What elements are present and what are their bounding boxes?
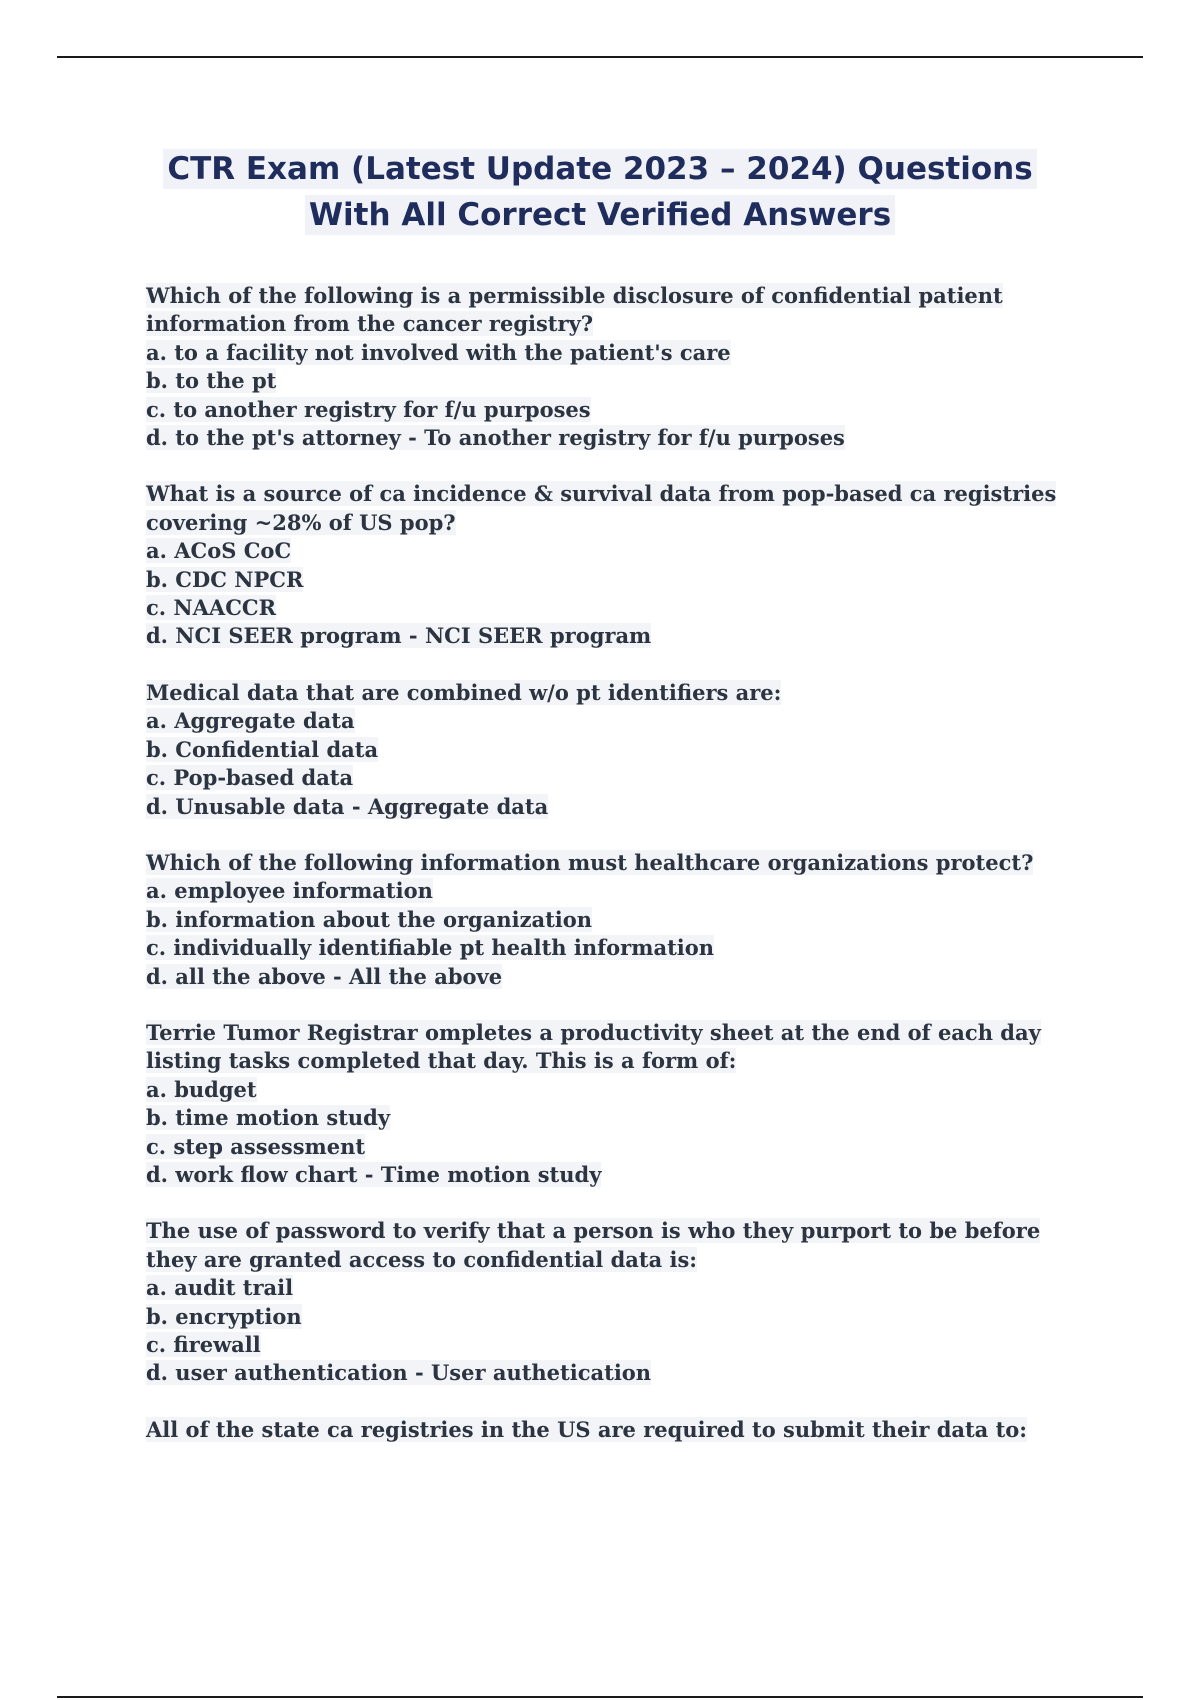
option-b: b. encryption: [146, 1303, 302, 1329]
question-2: [146, 480, 1096, 650]
option-d-with-answer: d. work flow chart - Time motion study: [146, 1161, 602, 1187]
page-title: [0, 146, 1200, 238]
question-1: [146, 282, 1096, 452]
question-4: [146, 849, 1096, 991]
question-list: [146, 282, 1096, 1472]
option-b: b. to the pt: [146, 368, 277, 394]
option-d-with-answer: d. NCI SEER program - NCI SEER program: [146, 623, 652, 649]
question-7: [146, 1416, 1096, 1444]
option-d-with-answer: d. to the pt's attorney - To another registry for f/u purposes: [146, 425, 845, 451]
option-c: c. to another registry for f/u purposes: [146, 396, 591, 422]
question-text: What is a source of ca incidence & survival data from pop-based ca registries covering ~28% of US pop?: [146, 481, 1057, 535]
question-6: [146, 1217, 1096, 1387]
option-b: b. information about the organization: [146, 906, 593, 932]
option-a: a. audit trail: [146, 1275, 294, 1301]
title-line-2: With All Correct Verified Answers: [305, 195, 895, 235]
option-a: a. to a facility not involved with the patient's care: [146, 339, 731, 365]
question-text: Which of the following information must healthcare organizations protect?: [146, 849, 1034, 875]
option-c: c. step assessment: [146, 1133, 366, 1159]
title-line-1: CTR Exam (Latest Update 2023 – 2024) Questions: [163, 149, 1036, 189]
option-c: c. individually identifiable pt health information: [146, 935, 715, 961]
option-b: b. time motion study: [146, 1105, 391, 1131]
option-b: b. Confidential data: [146, 736, 379, 762]
question-3: [146, 679, 1096, 821]
bottom-rule: [57, 1696, 1143, 1698]
option-a: a. Aggregate data: [146, 708, 355, 734]
option-a: a. ACoS CoC: [146, 538, 292, 564]
option-a: a. employee information: [146, 878, 433, 904]
option-a: a. budget: [146, 1076, 257, 1102]
option-b: b. CDC NPCR: [146, 566, 304, 592]
question-text: Terrie Tumor Registrar ompletes a productivity sheet at the end of each day listing tasks completed that day. This is a form of:: [146, 1019, 1041, 1074]
question-text: The use of password to verify that a person is who they purport to be before they are granted access to confidential data is:: [146, 1218, 1041, 1272]
option-c: c. firewall: [146, 1332, 261, 1357]
option-c: c. Pop-based data: [146, 765, 354, 791]
question-text: Medical data that are combined w/o pt identifiers are:: [146, 679, 782, 705]
option-d-with-answer: d. Unusable data - Aggregate data: [146, 793, 549, 819]
option-d-with-answer: d. user authentication - User authetication: [146, 1360, 652, 1386]
top-rule: [57, 56, 1143, 58]
question-text: Which of the following is a permissible disclosure of confidential patient information from the cancer registry?: [146, 283, 1003, 337]
question-text: All of the state ca registries in the US are required to submit their data to:: [146, 1416, 1028, 1442]
question-5: [146, 1019, 1096, 1189]
option-d-with-answer: d. all the above - All the above: [146, 963, 503, 989]
option-c: c. NAACCR: [146, 595, 277, 621]
